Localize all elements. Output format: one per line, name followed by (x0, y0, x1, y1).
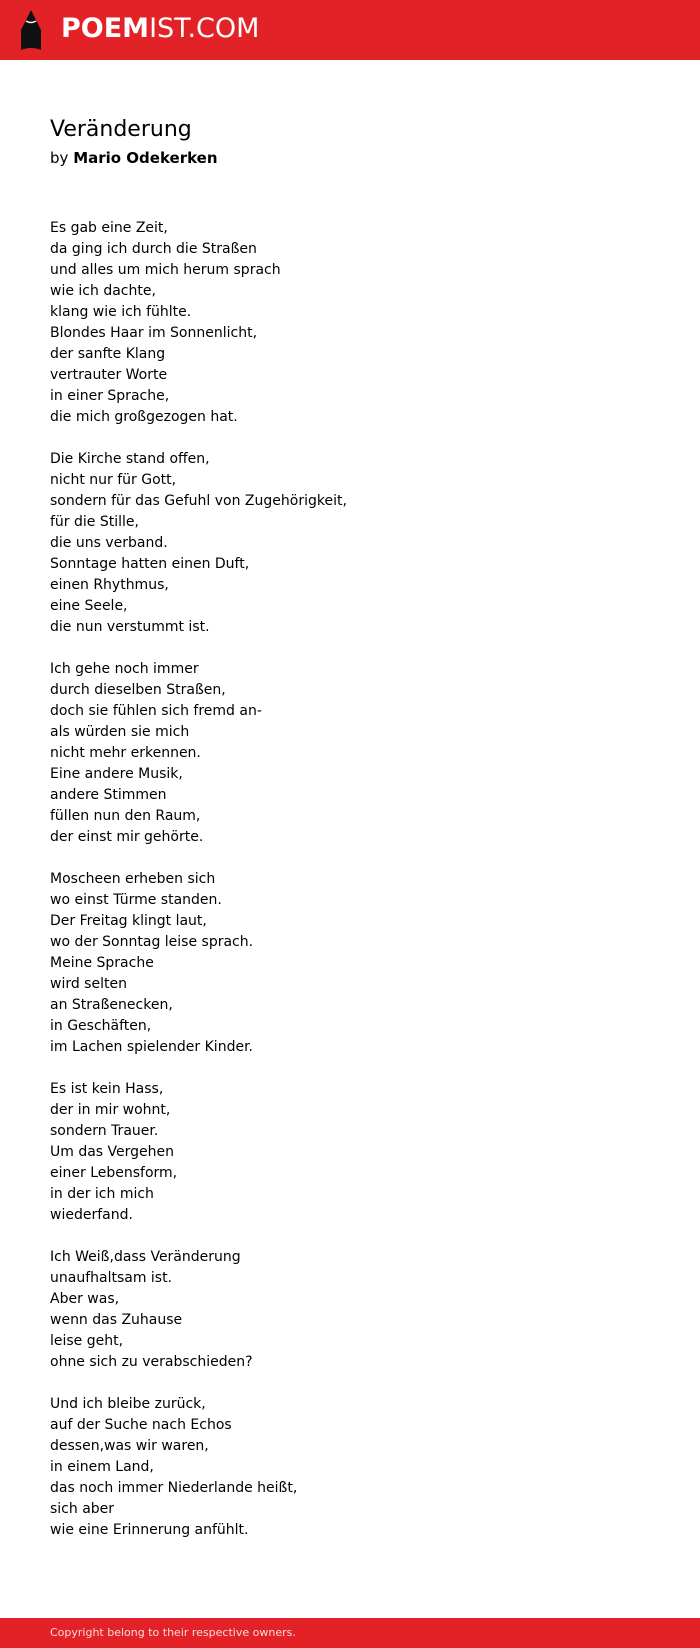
poem-line: Die Kirche stand offen, (50, 451, 210, 467)
poem-line: der einst mir gehörte. (50, 829, 204, 845)
poem-line: in einer Sprache, (50, 388, 170, 404)
poem-stanza (50, 218, 650, 428)
poem-line: unaufhaltsam ist. (50, 1270, 173, 1286)
poem-line: an Straßenecken, (50, 997, 173, 1013)
poem-line: ohne sich zu verabschieden? (50, 1354, 253, 1370)
poem-line: Eine andere Musik, (50, 766, 183, 782)
poem-line: die uns verband. (50, 535, 168, 551)
poem-line: die nun verstummt ist. (50, 619, 210, 635)
site-brand[interactable] (61, 11, 259, 47)
poem-line: füllen nun den Raum, (50, 808, 201, 824)
poem-line: Blondes Haar im Sonnenlicht, (50, 325, 258, 341)
poem-line: wo der Sonntag leise sprach. (50, 934, 254, 950)
brand-light: IST.COM (149, 13, 260, 44)
poem-line: Es gab eine Zeit, (50, 220, 168, 236)
poem-line: Der Freitag klingt laut, (50, 913, 207, 929)
poem-line: der in mir wohnt, (50, 1102, 171, 1118)
poem-line: der sanfte Klang (50, 346, 166, 362)
poem-stanza (50, 659, 650, 848)
poem-line: Aber was, (50, 1291, 120, 1307)
poem-line: für die Stille, (50, 514, 139, 530)
poem-line: die mich großgezogen hat. (50, 409, 238, 425)
poem-line: wird selten (50, 976, 127, 992)
poem-body (50, 218, 650, 1562)
site-footer (0, 1618, 700, 1648)
poem-line: andere Stimmen (50, 787, 167, 803)
poem-stanza (50, 1079, 650, 1226)
poem-line: wiederfand. (50, 1207, 133, 1223)
poem-line: sondern Trauer. (50, 1123, 159, 1139)
poem-line: doch sie fühlen sich fremd an- (50, 703, 262, 719)
poem-line: Ich Weiß,dass Veränderung (50, 1249, 241, 1265)
poem-line: in einem Land, (50, 1459, 154, 1475)
poem-byline (50, 148, 218, 169)
poem-line: Moscheen erheben sich (50, 871, 216, 887)
poem-line: wie eine Erinnerung anfühlt. (50, 1522, 249, 1538)
poem-line: in der ich mich (50, 1186, 154, 1202)
poem-line: vertrauter Worte (50, 367, 168, 383)
pencil-tip-icon[interactable] (18, 10, 44, 52)
poem-line: da ging ich durch die Straßen (50, 241, 257, 257)
copyright-notice: Copyright belong to their respective owners. (50, 1626, 296, 1639)
poem-line: nicht nur für Gott, (50, 472, 177, 488)
poem-line: wenn das Zuhause (50, 1312, 183, 1328)
author-name: Mario Odekerken (73, 149, 218, 167)
poem-line: durch dieselben Straßen, (50, 682, 226, 698)
site-header (0, 0, 700, 60)
poem-line: leise geht, (50, 1333, 124, 1349)
poem-line: auf der Suche nach Echos (50, 1417, 232, 1433)
poem-line: einer Lebensform, (50, 1165, 178, 1181)
poem-line: klang wie ich fühlte. (50, 304, 192, 320)
poem-title: Veränderung (50, 117, 192, 142)
by-label: by (50, 149, 69, 167)
poem-line: Meine Sprache (50, 955, 154, 971)
poem-stanza (50, 1394, 650, 1541)
brand-bold: POEM (61, 13, 150, 44)
poem-line: wie ich dachte, (50, 283, 156, 299)
poem-line: Um das Vergehen (50, 1144, 175, 1160)
poem-line: das noch immer Niederlande heißt, (50, 1480, 298, 1496)
poem-stanza (50, 1247, 650, 1373)
poem-line: und alles um mich herum sprach (50, 262, 281, 278)
poem-line: Und ich bleibe zurück, (50, 1396, 206, 1412)
poem-line: Ich gehe noch immer (50, 661, 199, 677)
poem-line: dessen,was wir waren, (50, 1438, 209, 1454)
poem-line: Sonntage hatten einen Duft, (50, 556, 250, 572)
poem-stanza (50, 449, 650, 638)
poem-line: in Geschäften, (50, 1018, 152, 1034)
poem-line: eine Seele, (50, 598, 128, 614)
poem-line: Es ist kein Hass, (50, 1081, 164, 1097)
poem-line: einen Rhythmus, (50, 577, 169, 593)
poem-stanza (50, 869, 650, 1058)
poem-line: im Lachen spielender Kinder. (50, 1039, 253, 1055)
poem-line: sondern für das Gefuhl von Zugehörigkeit, (50, 493, 347, 509)
poem-line: als würden sie mich (50, 724, 190, 740)
poem-line: wo einst Türme standen. (50, 892, 222, 908)
poem-line: nicht mehr erkennen. (50, 745, 201, 761)
poem-line: sich aber (50, 1501, 115, 1517)
